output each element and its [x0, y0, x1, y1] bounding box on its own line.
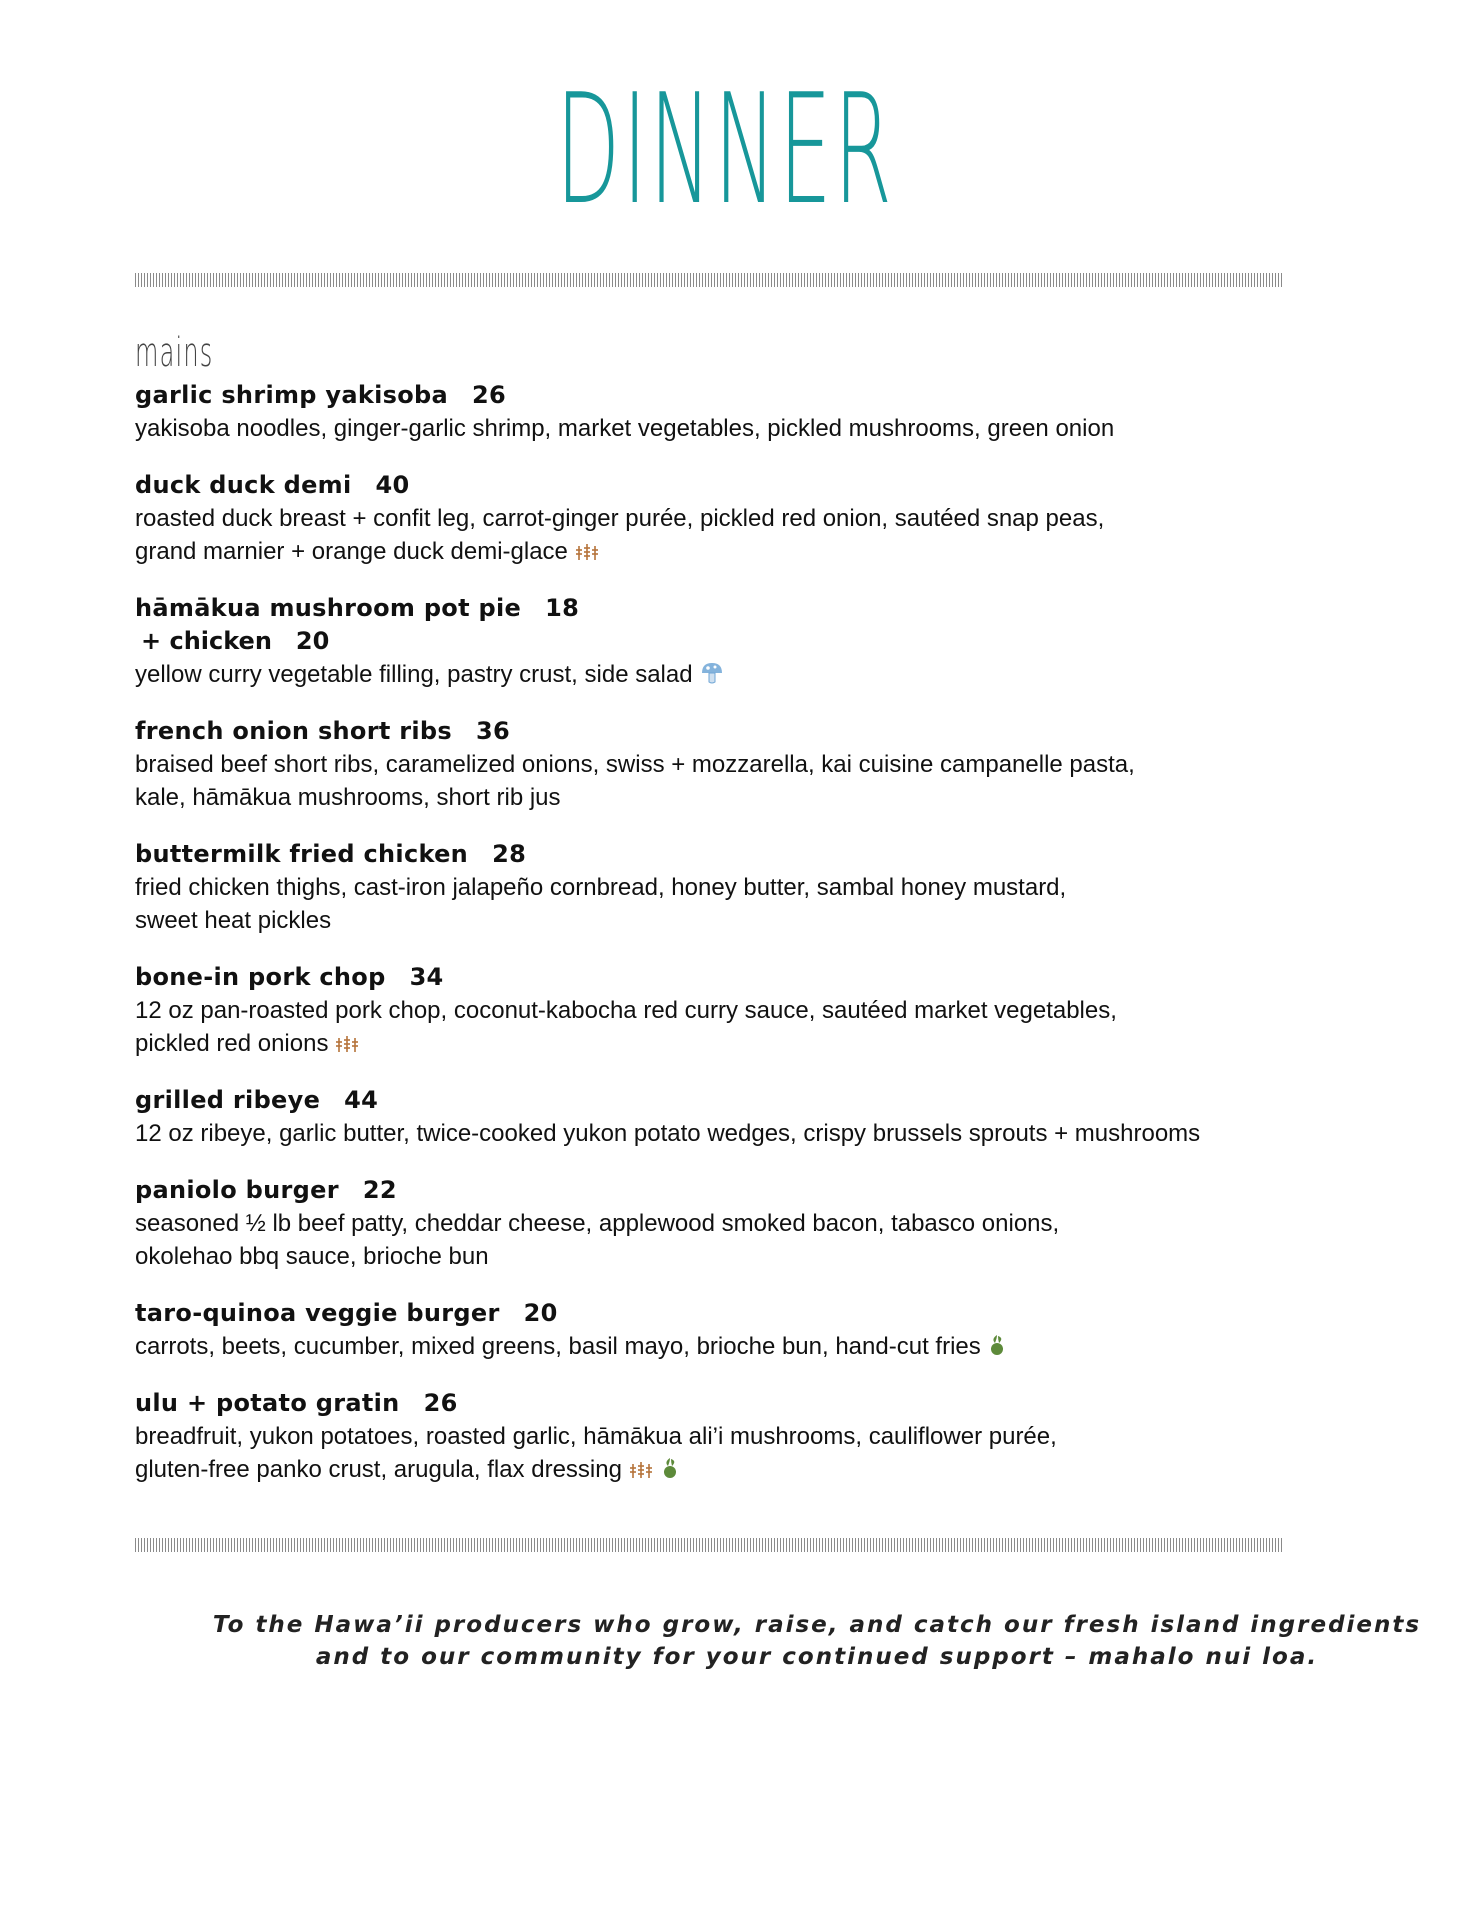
- item-name: bone-in pork chop: [135, 963, 386, 991]
- item-heading: [135, 715, 1315, 748]
- description-line: [135, 994, 1315, 1027]
- item-price: 20: [523, 1299, 558, 1327]
- description-text: pickled red onions: [135, 1030, 329, 1057]
- description-text: roasted duck breast + confit leg, carrot-ginger purée, pickled red onion, sautéed snap peas,: [135, 505, 1105, 532]
- vegan-icon: [987, 1333, 1007, 1357]
- divider-top: [135, 273, 1283, 287]
- menu-item-paniolo-burger: [135, 1174, 1315, 1273]
- item-price: 36: [476, 717, 510, 745]
- divider-bottom: [135, 1538, 1283, 1552]
- item-name: hāmākua mushroom pot pie: [135, 594, 522, 622]
- wheat-icon: [628, 1460, 654, 1480]
- item-name: buttermilk fried chicken: [135, 840, 469, 868]
- item-description: [135, 412, 1315, 445]
- description-line: [135, 1330, 1315, 1363]
- addon-price: 20: [295, 627, 330, 655]
- item-price: 26: [423, 1389, 458, 1417]
- item-price: 18: [545, 594, 580, 622]
- description-line: [135, 1240, 1315, 1273]
- menu-item-ulu-potato-gratin: [135, 1387, 1315, 1486]
- item-name: french onion short ribs: [135, 717, 452, 745]
- item-description: [135, 994, 1315, 1060]
- item-price: 22: [362, 1176, 397, 1204]
- description-text: fried chicken thighs, cast-iron jalapeño cornbread, honey butter, sambal honey mustard,: [135, 874, 1067, 901]
- item-name: ulu + potato gratin: [135, 1389, 400, 1417]
- item-price: 26: [472, 381, 506, 409]
- item-heading: [135, 1084, 1315, 1117]
- footer-note: [0, 1609, 1484, 1673]
- description-text: braised beef short ribs, caramelized onions, swiss + mozzarella, kai cuisine campanelle pasta,: [135, 751, 1135, 778]
- item-name: garlic shrimp yakisoba: [135, 381, 448, 409]
- item-description: [135, 502, 1315, 568]
- addon-name: + chicken: [141, 627, 272, 655]
- description-line: [135, 781, 1315, 814]
- description-line: [135, 904, 1315, 937]
- section-heading: mains: [135, 330, 214, 376]
- description-line: [135, 535, 1315, 568]
- description-text: okolehao bbq sauce, brioche bun: [135, 1243, 489, 1270]
- item-description: [135, 871, 1315, 937]
- description-line: [135, 1117, 1315, 1150]
- menu-item-grilled-ribeye: [135, 1084, 1315, 1150]
- item-heading: [135, 1297, 1315, 1330]
- item-price: 28: [492, 840, 527, 868]
- description-text: 12 oz pan-roasted pork chop, coconut-kabocha red curry sauce, sautéed market vegetables,: [135, 997, 1117, 1024]
- description-line: [135, 502, 1315, 535]
- page-title: DINNER: [555, 61, 895, 238]
- item-name: taro-quinoa veggie burger: [135, 1299, 500, 1327]
- menu-item-hamakua-mushroom-pot-pie: [135, 592, 1315, 691]
- description-text: carrots, beets, cucumber, mixed greens, basil mayo, brioche bun, hand-cut fries: [135, 1333, 981, 1360]
- description-text: seasoned ½ lb beef patty, cheddar cheese, applewood smoked bacon, tabasco onions,: [135, 1210, 1060, 1237]
- description-line: [135, 1207, 1315, 1240]
- description-text: kale, hāmākua mushrooms, short rib jus: [135, 784, 561, 811]
- item-description: [135, 1207, 1315, 1273]
- menu-item-duck-duck-demi: [135, 469, 1315, 568]
- description-text: gluten-free panko crust, arugula, flax dressing: [135, 1456, 622, 1483]
- description-line: [135, 1027, 1315, 1060]
- description-line: [135, 658, 1315, 691]
- wheat-icon: [574, 542, 600, 562]
- footer-line-1: To the Hawa’ii producers who grow, raise, and catch our fresh island ingredients: [212, 1612, 1422, 1638]
- footer-line-2: and to our community for your continued support – mahalo nui loa.: [315, 1644, 1319, 1670]
- menu-item-buttermilk-fried-chicken: [135, 838, 1315, 937]
- item-name: duck duck demi: [135, 471, 352, 499]
- item-price: 44: [344, 1086, 379, 1114]
- description-line: [135, 1420, 1315, 1453]
- item-price: 40: [375, 471, 410, 499]
- item-description: [135, 748, 1315, 814]
- item-price: 34: [409, 963, 444, 991]
- item-heading: [135, 838, 1315, 871]
- item-heading: [135, 1387, 1315, 1420]
- description-line: [135, 412, 1315, 445]
- item-name: grilled ribeye: [135, 1086, 321, 1114]
- menu-list: [135, 379, 1315, 1510]
- item-heading: [135, 469, 1315, 502]
- description-text: yellow curry vegetable filling, pastry crust, side salad: [135, 661, 693, 688]
- item-description: [135, 1420, 1315, 1486]
- description-text: grand marnier + orange duck demi-glace: [135, 538, 568, 565]
- description-text: breadfruit, yukon potatoes, roasted garlic, hāmākua ali’i mushrooms, cauliflower purée,: [135, 1423, 1057, 1450]
- menu-item-french-onion-short-ribs: [135, 715, 1315, 814]
- description-line: [135, 1453, 1315, 1486]
- menu-item-garlic-shrimp-yakisoba: [135, 379, 1315, 445]
- description-text: sweet heat pickles: [135, 907, 332, 934]
- item-description: [135, 1117, 1315, 1150]
- description-text: yakisoba noodles, ginger-garlic shrimp, market vegetables, pickled mushrooms, green onion: [135, 415, 1115, 442]
- description-line: [135, 871, 1315, 904]
- menu-item-taro-quinoa-veggie-burger: [135, 1297, 1315, 1363]
- vegan-icon: [660, 1456, 680, 1480]
- mushroom-icon: [699, 661, 725, 685]
- wheat-icon: [334, 1034, 360, 1054]
- item-name: paniolo burger: [135, 1176, 339, 1204]
- description-line: [135, 748, 1315, 781]
- menu-item-bone-in-pork-chop: [135, 961, 1315, 1060]
- item-description: [135, 658, 1315, 691]
- item-description: [135, 1330, 1315, 1363]
- item-heading: [135, 1174, 1315, 1207]
- item-heading: [135, 379, 1315, 412]
- item-heading: [135, 961, 1315, 994]
- description-text: 12 oz ribeye, garlic butter, twice-cooked yukon potato wedges, crispy brussels sprouts + mushrooms: [135, 1120, 1201, 1147]
- item-addon: [135, 625, 1315, 658]
- item-heading: [135, 592, 1315, 625]
